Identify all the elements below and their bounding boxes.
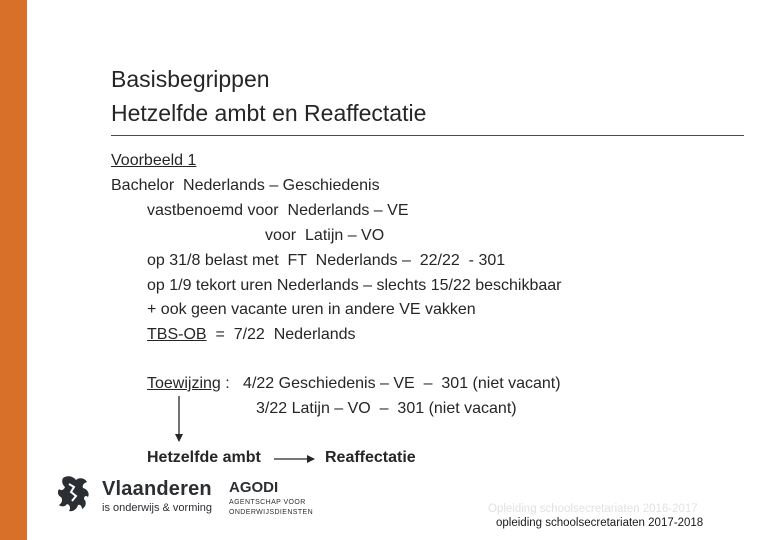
lion-logo-icon: [57, 474, 93, 514]
example-line-4: op 31/8 belast met FT Nederlands – 22/22 - 301: [147, 252, 506, 269]
example-line-1: Bachelor Nederlands – Geschiedenis: [111, 177, 380, 194]
tbs-line: [147, 325, 356, 345]
title-line-2: Hetzelfde ambt en Reaffectatie: [111, 100, 427, 126]
assignment-value-1: 4/22 Geschiedenis – VE – 301 (niet vacant): [243, 375, 561, 392]
assignment-line-2: 3/22 Latijn – VO – 301 (niet vacant): [256, 400, 517, 417]
example-heading: Voorbeeld 1: [111, 152, 197, 169]
title-line-1: Basisbegrippen: [111, 66, 270, 92]
footer-ghost-text: Opleiding schoolsecretariaten 2016-2017: [488, 503, 698, 515]
accent-sidebar: [0, 0, 27, 540]
example-line-5: op 1/9 tekort uren Nederlands – slechts 15/22 beschikbaar: [147, 277, 562, 294]
footer-text: opleiding schoolsecretariaten 2017-2018: [496, 517, 704, 529]
diagram-right-label: Reaffectatie: [325, 449, 416, 466]
agodi-logo-name: AGODI: [229, 479, 279, 496]
tbs-label: TBS-OB: [147, 326, 207, 343]
assignment-label: Toewijzing: [147, 375, 221, 392]
assignment-separator: :: [220, 375, 244, 392]
example-line-2: vastbenoemd voor Nederlands – VE: [147, 202, 409, 219]
example-line-3: voor Latijn – VO: [265, 227, 385, 244]
tbs-value: = 7/22 Nederlands: [206, 326, 356, 343]
agodi-logo-line-2: ONDERWIJSDIENSTEN: [229, 509, 314, 516]
title-divider: [111, 135, 744, 136]
slide-title: [111, 62, 426, 130]
assignment-line-1: [147, 374, 561, 394]
vlaanderen-logo-tagline: is onderwijs & vorming: [102, 502, 213, 514]
vlaanderen-logo-name: Vlaanderen: [102, 478, 212, 500]
example-line-6: + ook geen vacante uren in andere VE vakken: [147, 301, 476, 318]
agodi-logo-line-1: AGENTSCHAP VOOR: [229, 499, 306, 506]
diagram-left-label: Hetzelfde ambt: [147, 449, 261, 466]
